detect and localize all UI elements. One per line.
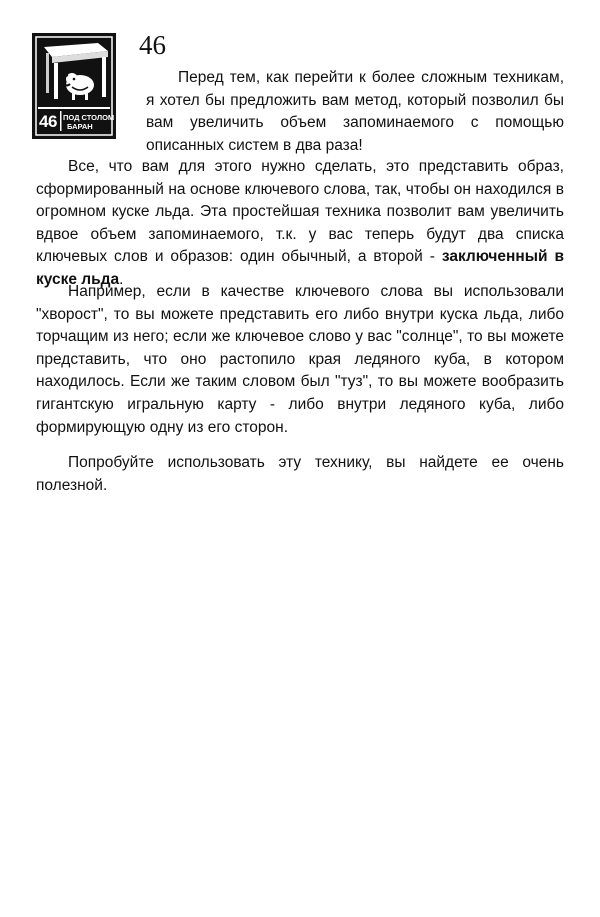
paragraph-3 — [36, 281, 564, 439]
paragraph-2 — [36, 156, 564, 292]
emblem-caption-line1: ПОД СТОЛОМ — [63, 113, 115, 122]
paragraph-2-text: Все, что вам для этого нужно сделать, это представить образ, сформированный на основе ключевого слова, так, чтобы он находился в огромном куске льда. Эта простейшая техника позволит вам увеличить вдвое объем запоминаемого, т.к. у вас теперь будут два списка ключевых слов и образов: один обычный, а второй - — [36, 158, 564, 266]
paragraph-3-text: Например, если в качестве ключевого слова вы использовали "хворост", то вы можете представить его либо внутри куска льда, либо торчащим из него; если же ключевое слово у вас "солнце", то вы можете представить, что оно растопило края ледяного куба, в котором находилось. Если же таким словом был "туз", то вы можете вообразить гигантскую игральную карту - либо внутри ледяного куба, либо формирующую одну из его сторон. — [36, 283, 564, 436]
paragraph-1-text: Перед тем, как перейти к более сложным техникам, я хотел бы предложить вам метод, который позволил бы вам увеличить объем запоминаемого с помощью описанных систем в два раза! — [146, 69, 564, 154]
paragraph-2-tail: . — [119, 270, 124, 288]
chapter-emblem — [32, 33, 116, 139]
paragraph-4 — [36, 452, 564, 497]
emblem-caption-line2: БАРАН — [67, 122, 93, 131]
paragraph-2-bold-phrase: заключенный в куске льда — [36, 248, 564, 288]
paragraph-4-text: Попробуйте использовать эту технику, вы найдете ее очень полезной. — [36, 454, 564, 494]
page-number: 46 — [139, 30, 166, 60]
emblem-number: 46 — [39, 112, 57, 131]
paragraph-1 — [146, 67, 564, 157]
